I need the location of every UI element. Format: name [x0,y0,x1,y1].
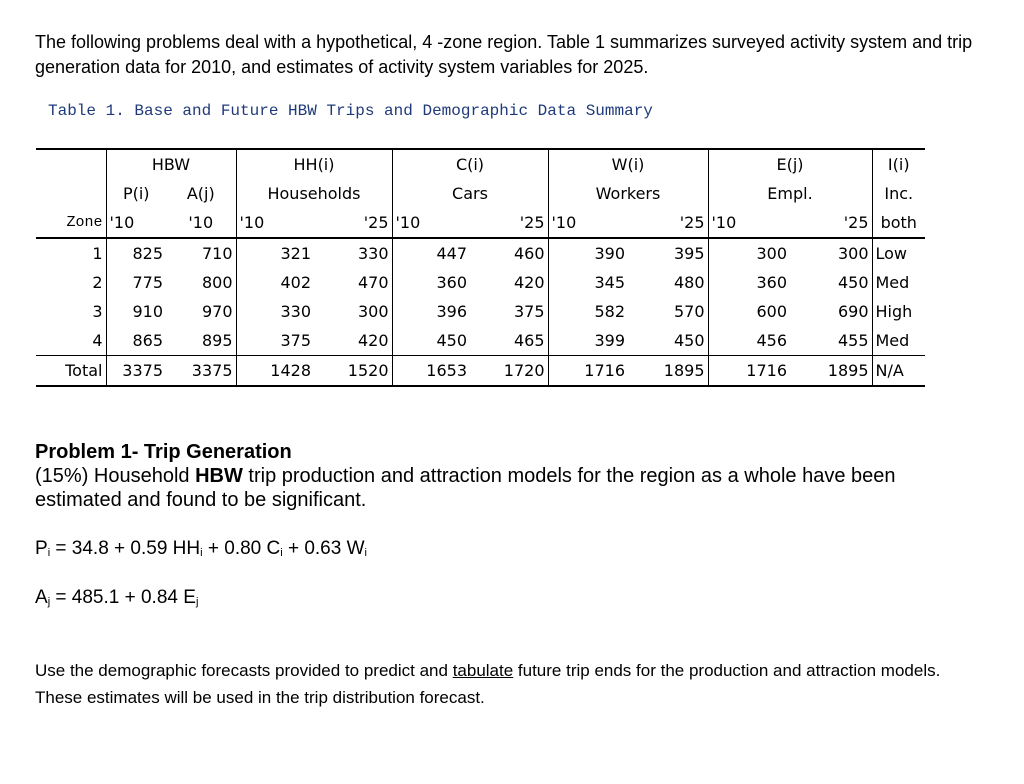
cell-p: 865 [106,326,166,356]
table-row [36,326,925,356]
year-label: '10 [106,208,166,238]
total-p: 3375 [106,356,166,387]
p-header: P(i) [106,179,166,208]
a-header: A(j) [186,184,215,203]
total-row [36,356,925,387]
cell-inc: Med [872,326,925,356]
year-label: '10 [548,208,628,238]
cars-header: C(i) [392,149,548,179]
cell-hh25: 470 [357,273,389,292]
cell-c25: 460 [513,244,545,263]
cell-hh10: 321 [236,238,314,268]
total-c10: 1653 [392,356,470,387]
cell-zone: 4 [92,331,103,350]
workers-label: Workers [548,179,708,208]
total-inc: N/A [872,356,925,387]
cell-p: 825 [106,238,166,268]
cell-c10: 447 [392,238,470,268]
zone-header: Zone [36,208,106,238]
cell-p: 910 [106,297,166,326]
cell-e25: 690 [837,302,869,321]
cell-zone: 2 [92,273,103,292]
eq1-p: P [35,538,48,559]
production-equation [35,538,367,560]
cell-inc: Low [872,238,925,268]
both-label: both [872,208,925,238]
eq1-sub: i [280,547,283,559]
eq2-sub: j [47,596,51,608]
cell-c10: 396 [392,297,470,326]
cell-e25: 450 [837,273,869,292]
problem-text-post: trip production and attraction models for the region as a whole have been estimated and found to be significant. [35,465,896,511]
cell-w10: 345 [548,268,628,297]
problem-block [35,440,985,512]
instruction-paragraph [35,657,985,711]
cars-label: Cars [392,179,548,208]
eq1-term: + 0.63 W [282,538,365,559]
cell-e10: 456 [708,326,790,356]
cell-a: 970 [201,302,233,321]
cell-w25: 480 [673,273,705,292]
cell-zone: 3 [92,302,103,321]
problem-text-pre: (15%) Household [35,465,196,487]
data-table [36,148,925,387]
cell-inc: Med [872,268,925,297]
cell-e25: 455 [837,331,869,350]
income-header: I(i) [872,149,925,179]
total-e25: 1895 [790,356,872,387]
table-row [36,268,925,297]
cell-e25: 300 [837,244,869,263]
total-hh10: 1428 [236,356,314,387]
problem-text [35,464,985,512]
total-e10: 1716 [708,356,790,387]
header-row-3 [36,208,925,238]
year-label: '10 [392,208,470,238]
year-label: '25 [314,208,392,238]
eq2-a: A [35,587,48,608]
cell-a: 800 [201,273,233,292]
empl-label: Empl. [708,179,872,208]
cell-a: 895 [201,331,233,350]
cell-zone: 1 [92,244,103,263]
cell-w10: 582 [548,297,628,326]
eq1-sub: i [200,547,203,559]
cell-e10: 360 [708,268,790,297]
cell-c10: 450 [392,326,470,356]
cell-c25: 465 [513,331,545,350]
total-w10: 1716 [548,356,628,387]
instruction-underlined: tabulate [452,661,514,680]
cell-hh10: 402 [236,268,314,297]
empl-header: E(j) [708,149,872,179]
total-a: 3375 [166,356,236,387]
intro-paragraph: The following problems deal with a hypothetical, 4 -zone region. Table 1 summarizes surveyed activity system and trip generation data for 2010, and estimates of activity system variables for 2025. [35,32,973,77]
eq1-term: = 34.8 + 0.59 HH [50,538,201,559]
cell-w10: 390 [548,238,628,268]
cell-hh10: 375 [236,326,314,356]
cell-c10: 360 [392,268,470,297]
cell-w25: 395 [673,244,705,263]
total-w25: 1895 [628,356,708,387]
cell-inc: High [872,297,925,326]
hbw-header: HBW [106,149,236,179]
year-label: '25 [790,208,872,238]
table-row [36,297,925,326]
cell-hh25: 420 [357,331,389,350]
eq2-sub: j [195,596,199,608]
year-label: '10 [708,208,790,238]
year-label: '25 [470,208,548,238]
cell-c25: 420 [513,273,545,292]
cell-hh10: 330 [236,297,314,326]
households-label: Households [236,179,392,208]
eq1-sub: i [364,547,367,559]
cell-hh25: 330 [357,244,389,263]
problem-text-bold: HBW [195,465,243,487]
cell-w10: 399 [548,326,628,356]
table-row [36,238,925,268]
cell-a: 710 [201,244,233,263]
inc-label: Inc. [872,179,925,208]
problem-title: Problem 1- Trip Generation [35,441,292,463]
eq1-term: + 0.80 C [202,538,281,559]
cell-hh25: 300 [357,302,389,321]
total-label: Total [36,356,106,387]
cell-w25: 450 [673,331,705,350]
eq2-term: = 485.1 + 0.84 E [50,587,196,608]
year-label: '25 [628,208,708,238]
workers-header: W(i) [548,149,708,179]
table-caption: Table 1. Base and Future HBW Trips and Demographic Data Summary [48,102,653,120]
total-hh25: 1520 [314,356,392,387]
cell-c25: 375 [513,302,545,321]
instruction-pre: Use the demographic forecasts provided to predict and [35,661,453,680]
hh-header: HH(i) [236,149,392,179]
total-c25: 1720 [470,356,548,387]
year-label: '10 [236,208,314,238]
header-row-2 [36,179,925,208]
year-label: '10 [166,208,236,238]
instruction-post: future trip ends for the production and attraction models. These estimates will be used in the trip distribution forecast. [35,661,941,707]
eq1-sub: i [47,547,51,559]
cell-e10: 300 [708,238,790,268]
cell-p: 775 [106,268,166,297]
attraction-equation [35,587,198,609]
cell-e10: 600 [708,297,790,326]
cell-w25: 570 [673,302,705,321]
header-row-1 [36,149,925,179]
